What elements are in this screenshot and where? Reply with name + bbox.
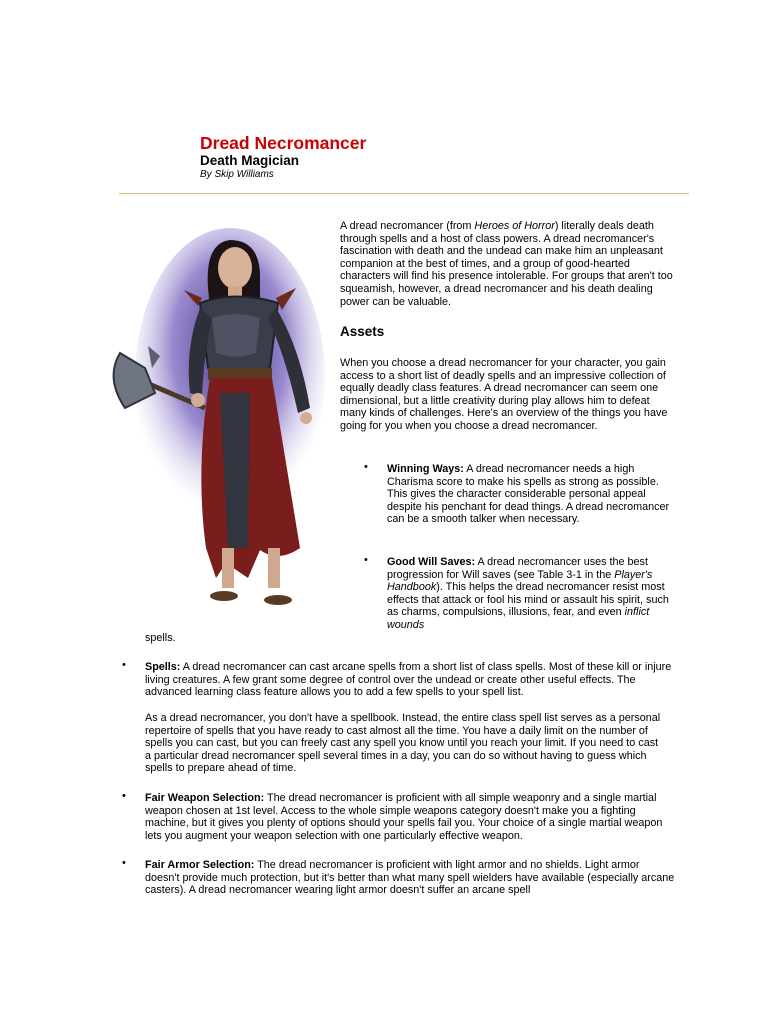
bullet-marker: • xyxy=(364,461,368,473)
page-title: Dread Necromancer xyxy=(200,133,367,153)
divider xyxy=(119,193,689,194)
bullet-marker: • xyxy=(364,554,368,566)
list-item-good-will-saves: Good Will Saves: A dread necromancer uses the best progression for Will saves (see Table 3-1 in the Player's Handbook). This helps the dread necromancer resist most effects that attack or fool his mind or assault his spirit, such as charms, compulsions, illusions, fear, and even inflict wounds xyxy=(387,556,669,631)
page-subtitle: Death Magician xyxy=(200,153,300,168)
list-item-spells: Spells: A dread necromancer can cast arcane spells from a short list of class spells. Most of these kill or injure living creatures. A few grant some degree of control over the undead or create other useful effects. The advanced learning class feature allows you to add a few spells to your spell list. xyxy=(145,661,672,699)
list-item-tail-text: spells. xyxy=(145,632,176,644)
list-item-fair-weapon-selection: Fair Weapon Selection: The dread necromancer is proficient with all simple weaponry and a single martial weapon chosen at 1st level. Access to the whole simple weapons category doesn't make you a fighting machine, but it gives you plenty of options should your spells fail you. Your choice of a single martial weapon lets you augment your weapon selection with one particularly effective weapon. xyxy=(145,792,663,842)
necromancer-illustration xyxy=(100,218,340,618)
assets-paragraph: When you choose a dread necromancer for your character, you gain access to a short list of deadly spells and an impressive collection of equally deadly class features. A dread necromancer can seem one dimensional, but a little creativity during play allows him to defeat many kinds of challenges. Here's an overview of the things you have going for you when you choose a dread necromancer. xyxy=(340,357,668,432)
bullet-marker: • xyxy=(122,659,126,671)
list-item-fair-armor-selection: Fair Armor Selection: The dread necromancer is proficient with light armor and no shields. Light armor doesn't provide much protection, but it's better than what many spell wielders have available (especially arcane casters). A dread necromancer wearing light armor doesn't suffer an arcane spell xyxy=(145,859,675,897)
list-item-winning-ways: Winning Ways: A dread necromancer needs a high Charisma score to make his spells as strong as possible. This gives the character considerable personal appeal despite his penchant for dead things. A dread necromancer can be a smooth talker when necessary. xyxy=(387,463,670,526)
section-heading-assets: Assets xyxy=(340,324,385,339)
bullet-marker: • xyxy=(122,857,126,869)
spells-paragraph-2: As a dread necromancer, you don't have a spellbook. Instead, the entire class spell list serves as a personal repertoire of spells that you have ready to cast almost all the time. You have a daily limit on the number of spells you can cast, but you can freely cast any spell you know until you reach your limit. If you need to cast a particular dread necromancer spell several times in a day, you can do so without having to guess which spells to prepare ahead of time. xyxy=(145,712,661,775)
bullet-marker: • xyxy=(122,790,126,802)
byline: By Skip Williams xyxy=(200,169,274,180)
intro-paragraph: A dread necromancer (from Heroes of Horror) literally deals death through spells and a host of class powers. A dread necromancer's fascination with death and the undead can make him an unpleasant companion at the best of times, and a group of good-hearted characters will find his presence intolerable. For groups that aren't too squeamish, however, a dread necromancer and his death dealing power can be valuable. xyxy=(340,220,673,308)
